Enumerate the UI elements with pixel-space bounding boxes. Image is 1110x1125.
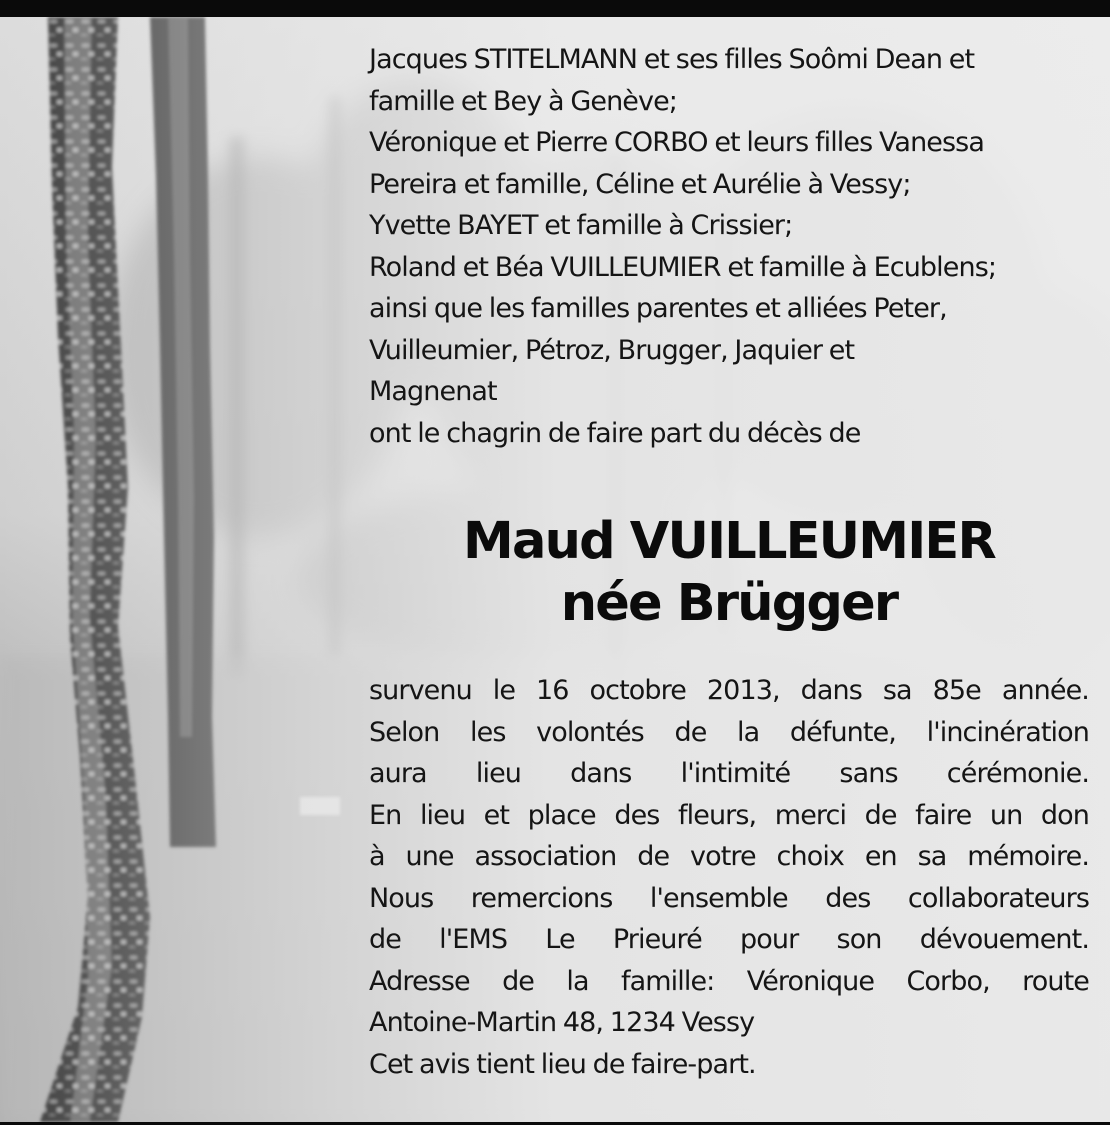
detail-line: à une association de votre choix en sa mémoire. [369,841,1089,872]
details-block [369,670,1089,1085]
family-line: Roland et Béa VUILLEUMIER et famille à Ecublens; [369,251,997,283]
intro-line: ont le chagrin de faire part du décès de [369,417,861,449]
family-line: Magnenat [369,376,497,407]
detail-line: de l'EMS Le Prieuré pour son dévouement. [369,924,1089,955]
family-line: Véronique et Pierre CORBO et leurs filles Vanessa [369,127,984,158]
detail-line: Nous remercions l'ensemble des collaborateurs [369,882,1089,914]
deceased-heading [369,511,1089,635]
family-line: famille et Bey à Genève; [369,85,677,117]
deceased-name: Maud VUILLEUMIER [463,512,995,571]
detail-line: Selon les volontés de la défunte, l'incinération [369,716,1089,748]
family-line: Jacques STITELMANN et ses filles Soômi Dean et [369,44,975,75]
detail-line: Adresse de la famille: Véronique Corbo, route [369,965,1089,997]
maiden-name: née Brügger [560,574,898,633]
detail-line: En lieu et place des fleurs, merci de faire un don [369,799,1089,831]
family-line: Pereira et famille, Céline et Aurélie à Vessy; [369,168,911,200]
detail-line: survenu le 16 octobre 2013, dans sa 85e année. [369,675,1089,706]
detail-line: Cet avis tient lieu de faire-part. [369,1048,756,1080]
detail-line: Antoine-Martin 48, 1234 Vessy [369,1007,755,1038]
detail-line: aura lieu dans l'intimité sans cérémonie. [369,758,1089,789]
family-line: ainsi que les familles parentes et alliées Peter, [369,293,947,324]
notice-text [369,39,1089,1085]
family-line: Vuilleumier, Pétroz, Brugger, Jaquier et [369,334,855,366]
family-line: Yvette BAYET et famille à Crissier; [369,210,793,241]
